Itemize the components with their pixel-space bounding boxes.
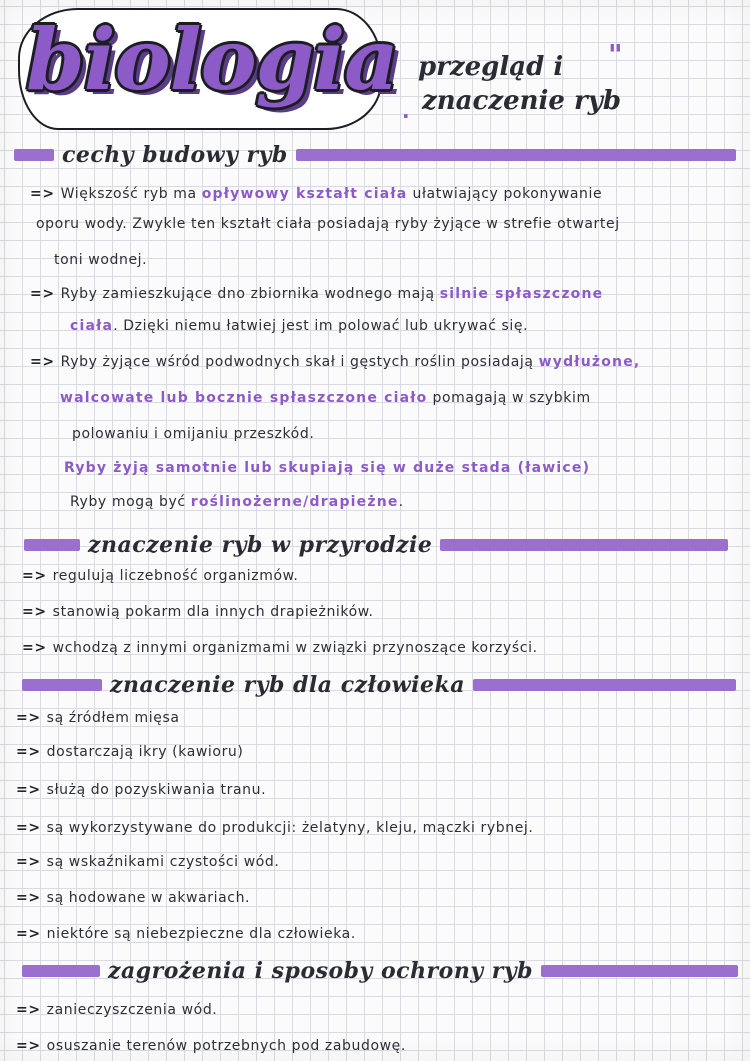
- text-span: .: [398, 494, 404, 510]
- text-span: oporu wody. Zwykle ten kształt ciała posiadają ryby żyjące w strefie otwartej: [36, 216, 620, 232]
- body-line: [64, 458, 590, 478]
- body-line: [16, 780, 266, 800]
- body-line: [72, 424, 314, 444]
- body-line: [16, 852, 279, 872]
- text-span: stanowią pokarm dla innych drapieżników.: [52, 604, 374, 620]
- section-heading-przyroda: [24, 528, 728, 562]
- text-span: dostarczają ikry (kawioru): [46, 744, 244, 760]
- body-line: [22, 638, 538, 658]
- highlight-text: Ryby żyją samotnie lub skupiają się w duże stada (ławice): [64, 460, 591, 476]
- arrow-icon: =>: [30, 354, 55, 370]
- arrow-icon: =>: [22, 568, 47, 584]
- text-span: niektóre są niebezpieczne dla człowieka.: [46, 926, 356, 942]
- body-line: [30, 284, 603, 304]
- body-line: [30, 352, 640, 372]
- section-heading-czlowiek: [22, 668, 736, 702]
- text-span: Ryby żyjące wśród podwodnych skał i gęstych roślin posiadają: [60, 354, 539, 370]
- text-span: polowaniu i omijaniu przeszkód.: [72, 426, 315, 442]
- text-span: . Dzięki niemu łatwiej jest im polować lub ukrywać się.: [113, 318, 529, 334]
- highlight-text: opływowy kształt ciała: [201, 186, 408, 202]
- arrow-icon: =>: [30, 186, 55, 202]
- body-line: [60, 388, 591, 408]
- subtitle-line-1: przegląd i: [418, 52, 564, 82]
- body-line: [16, 1036, 406, 1056]
- heading-bar-left: [14, 149, 54, 161]
- highlight-text: silnie spłaszczone: [439, 286, 604, 302]
- arrow-icon: =>: [16, 782, 41, 798]
- text-span: zanieczyszczenia wód.: [46, 1002, 218, 1018]
- arrow-icon: =>: [30, 286, 55, 302]
- text-span: Ryby mogą być: [70, 494, 191, 510]
- text-span: są wykorzystywane do produkcji: żelatyny, kleju, mączki rybnej.: [46, 820, 534, 836]
- body-line: [16, 924, 356, 944]
- text-span: pomagają w szybkim: [427, 390, 591, 406]
- body-line: [22, 602, 374, 622]
- heading-bar-left: [24, 539, 80, 551]
- text-span: Większość ryb ma: [60, 186, 202, 202]
- section-heading-text: znaczenie ryb dla człowieka: [110, 672, 466, 698]
- arrow-icon: =>: [16, 854, 41, 870]
- arrow-icon: =>: [16, 890, 41, 906]
- text-span: są wskaźnikami czystości wód.: [46, 854, 280, 870]
- arrow-icon: =>: [16, 744, 41, 760]
- text-span: służą do pozyskiwania tranu.: [46, 782, 267, 798]
- arrow-icon: =>: [16, 1038, 41, 1054]
- text-span: są hodowane w akwariach.: [46, 890, 251, 906]
- body-line: [70, 316, 528, 336]
- body-line: [16, 1000, 217, 1020]
- body-line: [16, 742, 243, 762]
- heading-bar-left: [22, 965, 100, 977]
- heading-bar-right: [440, 539, 728, 551]
- highlight-text: roślinożerne/drapieżne: [190, 494, 399, 510]
- dots-icon: ·: [402, 104, 410, 128]
- body-line: [22, 566, 298, 586]
- text-span: ułatwiający pokonywanie: [407, 186, 603, 202]
- highlight-text: walcowate lub bocznie spłaszczone ciało: [60, 390, 428, 406]
- section-heading-text: zagrożenia i sposoby ochrony ryb: [108, 958, 534, 984]
- body-line: [16, 888, 250, 908]
- arrow-icon: =>: [16, 926, 41, 942]
- body-line: [36, 214, 620, 234]
- body-line: [16, 818, 533, 838]
- section-heading-zagrozenia: [22, 954, 738, 988]
- heading-bar-left: [22, 679, 102, 691]
- body-line: [30, 184, 602, 204]
- section-heading-cechy: [14, 138, 736, 172]
- subtitle-line-2: znaczenie ryb: [422, 86, 622, 116]
- arrow-icon: =>: [16, 710, 41, 726]
- body-line: [54, 250, 147, 270]
- text-span: toni wodnej.: [54, 252, 148, 268]
- text-span: regulują liczebność organizmów.: [52, 568, 299, 584]
- text-span: są źródłem mięsa: [46, 710, 180, 726]
- body-line: [16, 708, 180, 728]
- page-title: biologia: [26, 10, 398, 109]
- text-span: wchodzą z innymi organizmami w związki przynoszące korzyści.: [52, 640, 538, 656]
- arrow-icon: =>: [22, 640, 47, 656]
- heading-bar-right: [473, 679, 736, 691]
- highlight-text: wydłużone,: [538, 354, 641, 370]
- heading-bar-right: [296, 149, 736, 161]
- arrow-icon: =>: [16, 1002, 41, 1018]
- arrow-icon: =>: [16, 820, 41, 836]
- text-span: osuszanie terenów potrzebnych pod zabudowę.: [46, 1038, 406, 1054]
- arrow-icon: =>: [22, 604, 47, 620]
- highlight-text: ciała: [70, 318, 114, 334]
- sparkle-icon: ": [608, 38, 623, 71]
- section-heading-text: cechy budowy ryb: [62, 142, 288, 168]
- heading-bar-right: [541, 965, 738, 977]
- body-line: [70, 492, 404, 512]
- text-span: Ryby zamieszkujące dno zbiornika wodnego mają: [60, 286, 440, 302]
- section-heading-text: znaczenie ryb w przyrodzie: [88, 532, 433, 558]
